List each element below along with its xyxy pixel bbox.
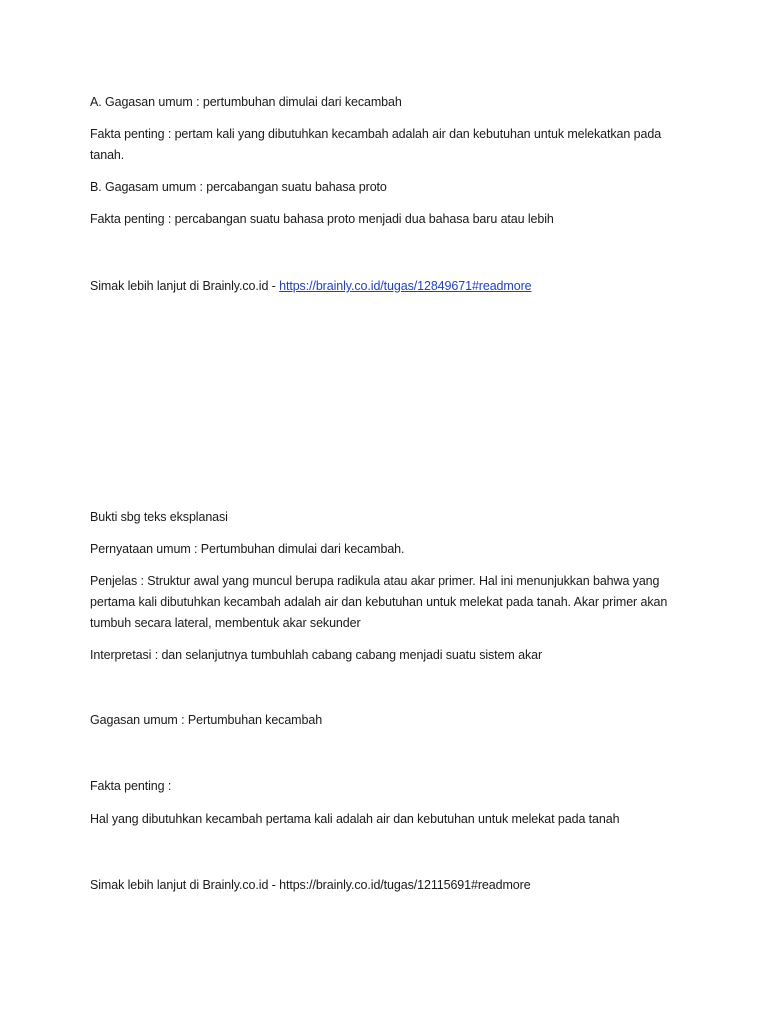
gagasan-a-paragraph: A. Gagasan umum : pertumbuhan dimulai dari kecambah: [90, 95, 402, 109]
fakta-b-paragraph: Fakta penting : percabangan suatu bahasa proto menjadi dua bahasa baru atau lebih: [90, 212, 554, 226]
gagasan-b-paragraph: B. Gagasam umum : percabangan suatu bahasa proto: [90, 180, 387, 194]
bukti-heading: Bukti sbg teks eksplanasi: [90, 510, 228, 524]
fakta-text-paragraph: Hal yang dibutuhkan kecambah pertama kali adalah air dan kebutuhan untuk melekat pada tanah: [90, 812, 620, 826]
brainly-link[interactable]: https://brainly.co.id/tugas/12849671#readmore: [279, 279, 532, 293]
penjelas-paragraph: Penjelas : Struktur awal yang muncul berupa radikula atau akar primer. Hal ini menunjukkan bahwa yang pertama kali dibutuhkan kecambah adalah air dan kebutuhan untuk melekat pada tanah. Akar primer akan tumbuh secara lateral, membentuk akar sekunder: [90, 574, 668, 630]
fakta-a-paragraph: Fakta penting : pertam kali yang dibutuhkan kecambah adalah air dan kebutuhan untuk melekatkan pada tanah.: [90, 127, 662, 162]
simak-paragraph-2: Simak lebih lanjut di Brainly.co.id - https://brainly.co.id/tugas/12115691#readmore: [90, 878, 531, 892]
fakta-label: Fakta penting :: [90, 779, 172, 793]
gagasan-paragraph: Gagasan umum : Pertumbuhan kecambah: [90, 713, 323, 727]
simak-prefix: Simak lebih lanjut di Brainly.co.id -: [90, 279, 280, 293]
pernyataan-paragraph: Pernyataan umum : Pertumbuhan dimulai dari kecambah.: [90, 542, 405, 556]
interpretasi-paragraph: Interpretasi : dan selanjutnya tumbuhlah cabang cabang menjadi suatu sistem akar: [90, 648, 543, 662]
simak-paragraph-1: [90, 276, 690, 297]
